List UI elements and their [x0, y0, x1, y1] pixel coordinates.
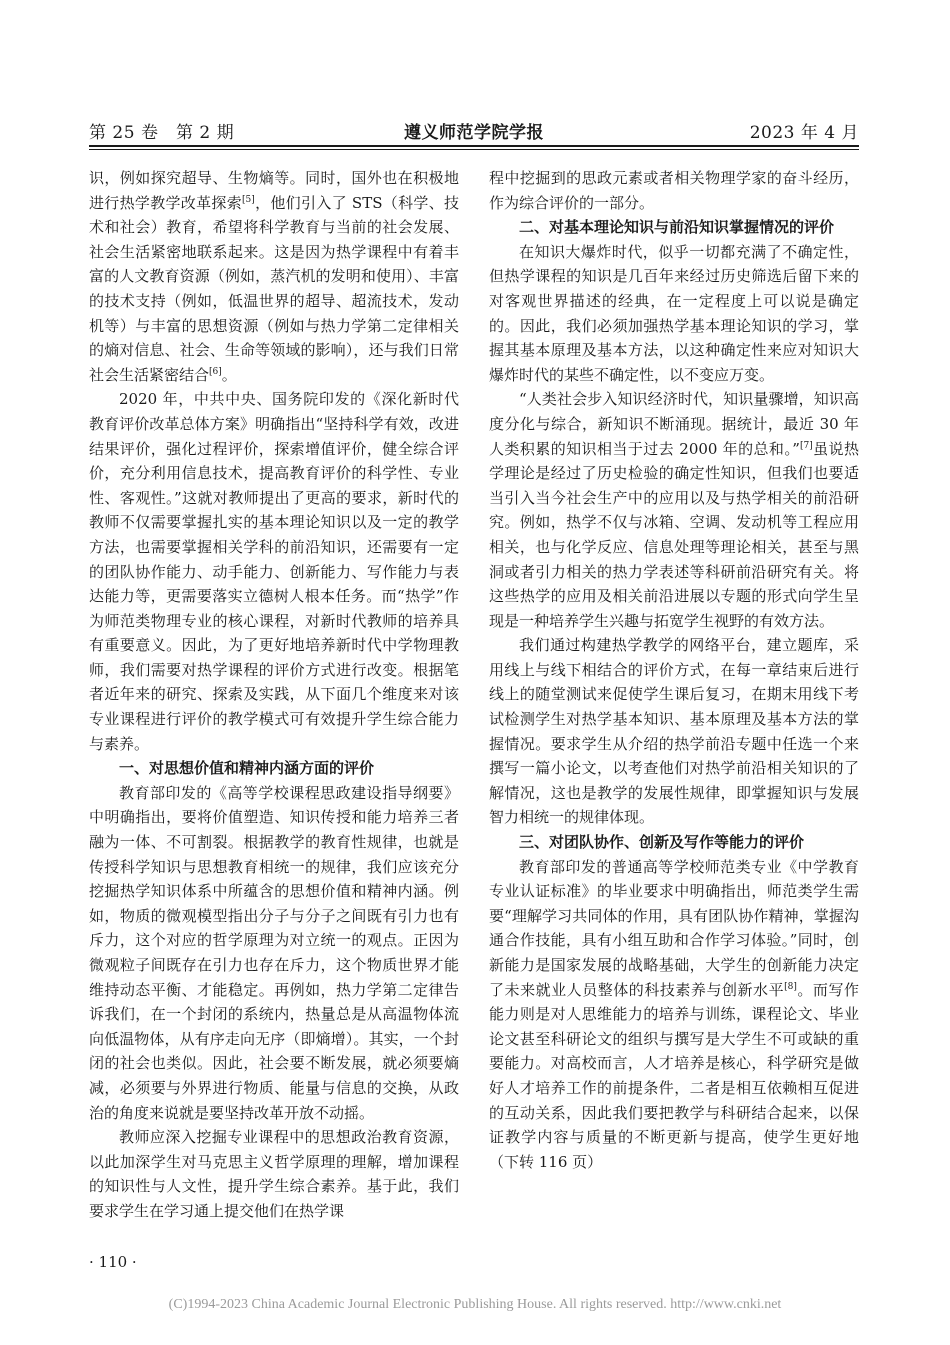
paragraph: [489, 855, 859, 1175]
left-column: [89, 166, 459, 1224]
section-heading-3: 三、对团队协作、创新及写作等能力的评价: [519, 833, 805, 852]
text-run: 识，例如探究超导、生物熵等。同时，国外也在积极地进行热学教学改革探索: [89, 169, 459, 212]
paragraph: 教育部印发的《高等学校课程思政建设指导纲要》中明确指出，要将价值塑造、知识传授和能力培养三者融为一体、不可割裂。根据教学的教育性规律，也就是传授科学知识与思想教育相统一的规律，我们应该充分挖掘热学知识体系中所蕴含的思想价值和精神内涵。例如，物质的微观模型指出分子与分子之间既有引力也有斥力，这个对应的哲学原理为对立统一的观点。正因为微观粒子间既存在引力也存在斥力，这个物质世界才能维持动态平衡、才能稳定。再例如，热力学第二定律告诉我们，在一个封闭的系统内，热量总是从高温物体流向低温物体，从有序走向无序（即熵增）。其实，一个封闭的社会也类似。因此，社会要不断发展，就必须要熵减，必须要与外界进行物质、能量与信息的交换，从政治的角度来说就是要坚持改革开放不动摇。: [89, 783, 459, 1122]
page-number: · 110 ·: [89, 1253, 137, 1271]
text-run: 虽说热学理论是经过了历史检验的确定性知识，但我们也要适当引入当今社会生产中的应用以及与热学相关的前沿研究。例如，热学不仅与冰箱、空调、发动机等工程应用相关，也与化学反应、信息处理等理论相关，甚至与黑洞或者引力相关的热力学表述等科研前沿研究有关。将这些热学的应用及相关前沿进展以专题的形式向学生呈现是一种培养学生兴趣与拓宽学生视野的有效方法。: [489, 439, 859, 630]
header-journal-title: 遵义师范学院学报: [404, 123, 544, 143]
header-date: 2023 年 4 月: [749, 123, 859, 143]
text-run: ，他们引入了 STS（科学、技术和社会）教育，希望将科学教育与当前的社会发展、社会生活紧密地联系起来。这是因为热学课程中有着丰富的人文教育资源（例如，蒸汽机的发明和使用）、丰富的技术支持（例如，低温世界的超导、超流技术，发动机等）与丰富的思想资源（例如与热力学第二定律相关的熵对信息、社会、生命等领域的影响），还与我们日常社会生活紧密结合: [89, 193, 459, 384]
paragraph: 2020 年，中共中央、国务院印发的《深化新时代教育评价改革总体方案》明确指出“坚持科学有效，改进结果评价，强化过程评价，探索增值评价，健全综合评价，充分利用信息技术，提高教育评价的科学性、专业性、客观性。”这就对教师提出了更高的要求，新时代的教师不仅需要掌握扎实的基本理论知识以及一定的教学方法，也需要掌握相关学科的前沿知识，还需要有一定的团队协作能力、动手能力、创新能力、写作能力与表达能力等，更需要落实立德树人根本任务。而“热学”作为师范类物理专业的核心课程，对新时代教师的培养具有重要意义。因此，为了更好地培养新时代中学物理教师，我们需要对热学课程的评价方式进行改变。根据笔者近年来的研究、探索及实践，从下面几个维度来对该专业课程进行评价的教学模式可有效提升学生综合能力与素养。: [89, 390, 459, 753]
citation-ref[interactable]: [8]: [784, 981, 797, 992]
paragraph: 教师应深入挖掘专业课程中的思想政治教育资源，以此加深学生对马克思主义哲学原理的理解，增加课程的知识性与人文性，提升学生综合素养。基于此，我们要求学生在学习通上提交他们在热学课: [89, 1128, 459, 1220]
text-run: 。: [221, 365, 237, 384]
paragraph: 我们通过构建热学教学的网络平台，建立题库，采用线上与线下相结合的评价方式，在每一章结束后进行线上的随堂测试来促使学生课后复习，在期末用线下考试检测学生对热学基本知识、基本原理及基本方法的掌握情况。要求学生从介绍的热学前沿专题中任选一个来撰写一篇小论文，以考查他们对热学前沿相关知识的了解情况，这也是教学的发展性规律，即掌握知识与发展智力相统一的规律体现。: [489, 636, 859, 827]
right-column: [489, 166, 859, 1174]
text-run: 教育部印发的普通高等学校师范类专业《中学教育专业认证标准》的毕业要求中明确指出，师范类学生需要“理解学习共同体的作用，具有团队协作精神，掌握沟通合作技能，具有小组互助和合作学习体验。”同时，创新能力是国家发展的战略基础，大学生的创新能力决定了未来就业人员整体的科技素养与创新水平: [489, 857, 859, 999]
section-heading-2: 二、对基本理论知识与前沿知识掌握情况的评价: [519, 218, 835, 237]
paragraph: [489, 387, 859, 633]
running-header: [89, 112, 859, 146]
header-rule-thin: [89, 149, 859, 150]
header-issue: 第 25 卷 第 2 期: [89, 123, 235, 143]
copyright-footer: (C)1994-2023 China Academic Journal Electronic Publishing House. All rights reserved. http://www.cnki.net: [168, 1297, 782, 1312]
section-heading-1: 一、对思想价值和精神内涵方面的评价: [119, 759, 375, 778]
paragraph: [89, 166, 459, 387]
paragraph: 在知识大爆炸时代，似乎一切都充满了不确定性，但热学课程的知识是几百年来经过历史筛选后留下来的对客观世界描述的经典，在一定程度上可以说是确定的。因此，我们必须加强热学基本理论知识的学习，掌握其基本原理及基本方法，以这种确定性来应对知识大爆炸时代的某些不确定性，以不变应万变。: [489, 242, 859, 384]
paragraph: 程中挖掘到的思政元素或者相关物理学家的奋斗经历，作为综合评价的一部分。: [489, 169, 859, 212]
citation-ref[interactable]: [7]: [799, 440, 813, 451]
citation-ref[interactable]: [5]: [242, 194, 255, 205]
citation-ref[interactable]: [6]: [209, 366, 222, 377]
text-run: 。而写作能力则是对人思维能力的培养与训练，课程论文、毕业论文甚至科研论文的组织与撰写是大学生不可或缺的重要能力。对高校而言，人才培养是核心，科学研究是做好人才培养工作的前提条件，二者是相互依赖相互促进的互动关系，因此我们要把教学与科研结合起来，以保证教学内容与质量的不断更新与提高，使学生更好地（下转 116 页）: [489, 980, 859, 1171]
text-run: “人类社会步入知识经济时代，知识量骤增，知识高度分化与综合，新知识不断涌现。据统计，最近 30 年人类积累的知识相当于过去 2000 年的总和。”: [489, 390, 859, 458]
header-rule-thick: [89, 145, 859, 147]
